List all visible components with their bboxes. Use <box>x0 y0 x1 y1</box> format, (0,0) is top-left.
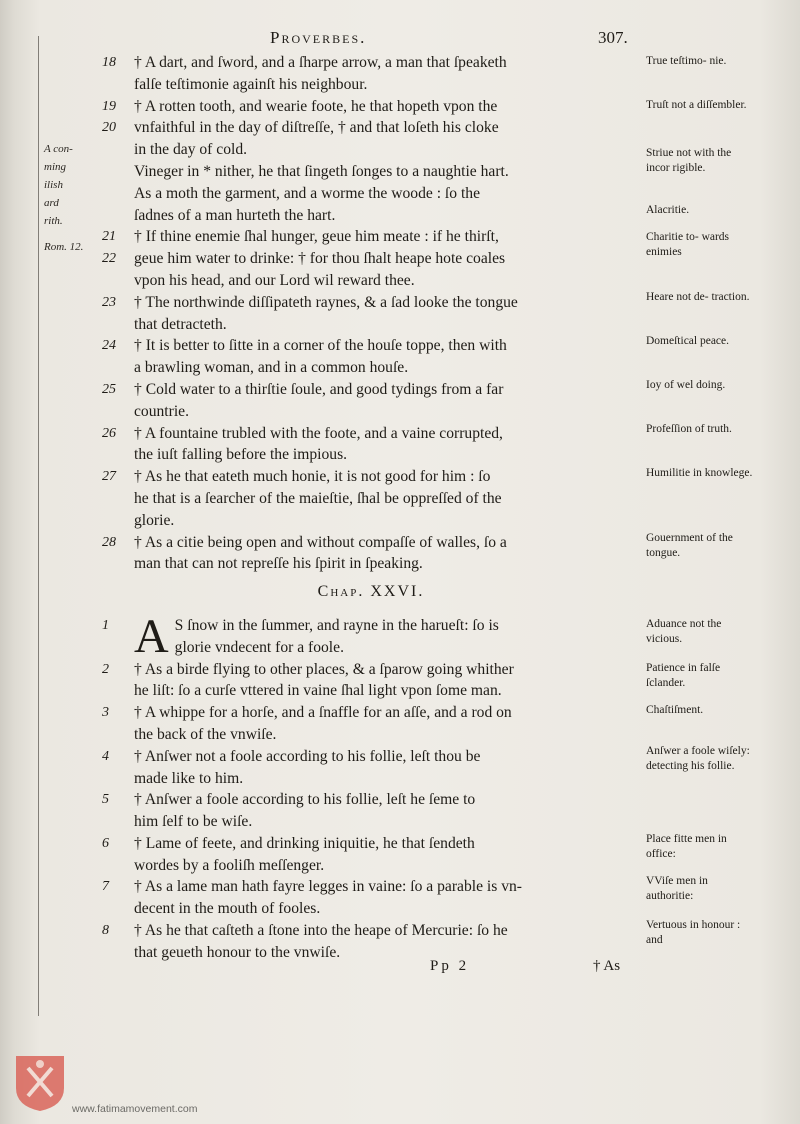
verse-number: 7 <box>102 879 109 895</box>
side-note: Anſwer a foole wiſely: detecting his follie. <box>646 745 750 772</box>
verse-line: † As a lame man hath fayre legges in vaine: ſo a parable is vn- <box>134 878 522 896</box>
verse-line: the back of the vnwiſe. <box>134 725 277 743</box>
verse-line: vpon his head, and our Lord wil reward thee. <box>134 271 415 289</box>
chapter-heading: Chap. XXVI. <box>317 583 425 601</box>
verse-line: ſadnes of a man hurteth the hart. <box>134 206 336 224</box>
verse-line: man that can not repreſſe his ſpirit in ſpeaking. <box>134 555 423 573</box>
verse-line: glorie vndecent for a foole. <box>174 638 344 656</box>
verse-line: that geueth honour to the vnwiſe. <box>134 943 341 961</box>
verse-line: † A fountaine trubled with the foote, and a vaine corrupted, <box>134 424 503 442</box>
side-note: Gouernment of the tongue. <box>646 532 733 559</box>
verse-number: 27 <box>102 469 116 485</box>
signature-mark: Pp 2 <box>430 958 470 974</box>
verse-line: † As he that caſteth a ſtone into the heape of Mercurie: ſo he <box>134 922 508 940</box>
verse-number: 1 <box>102 617 109 633</box>
verse <box>100 789 642 833</box>
left-margin-line: ard <box>44 197 59 209</box>
verse-line: him ſelf to be wiſe. <box>134 813 253 831</box>
verse-line: the iuſt falling before the impious. <box>134 446 348 464</box>
side-note: Domeſtical peace. <box>646 335 730 347</box>
verse-line: † Cold water to a thirſtie ſoule, and good tydings from a far <box>134 380 504 398</box>
verse <box>100 466 642 531</box>
crest-logo-icon <box>14 1054 66 1112</box>
verse-line: countrie. <box>134 402 189 420</box>
left-margin-line: ilish <box>44 179 63 191</box>
verse-number: 20 <box>102 120 116 136</box>
verse-number: 8 <box>102 923 109 939</box>
folio-number: 307. <box>598 28 628 47</box>
verse-line: † It is better to ſitte in a corner of the houſe toppe, then with <box>134 337 507 355</box>
verse <box>100 335 642 379</box>
side-note: Chaſtiſment. <box>646 704 704 716</box>
verse-number: 25 <box>102 381 116 397</box>
left-margin-line: Rom. 12. <box>44 241 84 253</box>
side-note: Vertuous in honour : and <box>646 919 741 946</box>
side-note: True teſtimo- nie. <box>646 55 727 67</box>
left-margin-line: rith. <box>44 215 63 227</box>
verse-line: † If thine enemie ſhal hunger, geue him meate : if he thirſt, <box>134 228 499 246</box>
verse-line: † Lame of feete, and drinking iniquitie, he that ſendeth <box>134 834 475 852</box>
verse <box>100 659 642 703</box>
verse-line: † Anſwer not a foole according to his follie, leſt thou be <box>134 747 481 765</box>
side-note: Place fitte men in office: <box>646 833 727 860</box>
verse-line: † A dart, and ſword, and a ſharpe arrow, a man that ſpeaketh <box>134 54 507 71</box>
verse <box>100 226 642 248</box>
drop-cap: A <box>134 609 169 663</box>
verse-line: glorie. <box>134 511 175 529</box>
verse <box>100 96 642 118</box>
verse-line: geue him water to drinke: † for thou ſhalt heape hote coales <box>134 250 506 268</box>
verse <box>100 117 642 226</box>
verse-number: 2 <box>102 661 109 677</box>
verse-number: 19 <box>102 98 116 114</box>
side-note: VViſe men in authoritie: <box>646 875 708 902</box>
verse-line: † Anſwer a foole according to his follie, leſt he ſeme to <box>134 791 476 809</box>
side-note: Ioy of wel doing. <box>646 379 726 391</box>
verse-line: that detracteth. <box>134 315 227 333</box>
side-note: Aduance not the vicious. <box>646 618 722 645</box>
page-header <box>0 28 800 52</box>
left-margin-notes <box>44 140 104 256</box>
footer-url: www.fatimamovement.com <box>72 1103 198 1115</box>
verse-number: 26 <box>102 425 116 441</box>
verse-number: 18 <box>102 55 116 70</box>
verse-line: made like to him. <box>134 769 244 787</box>
verse-number: 24 <box>102 338 116 354</box>
side-note: Striue not with the incor rigible. <box>646 147 732 174</box>
verse <box>100 379 642 423</box>
verse-number: 21 <box>102 229 116 245</box>
catchword: † As <box>593 958 621 974</box>
verse <box>100 609 642 663</box>
verse <box>100 833 642 877</box>
verse-number: 6 <box>102 835 109 851</box>
left-margin-line: A con- <box>44 143 73 155</box>
verse-line: falſe teſtimonie againſt his neighbour. <box>134 75 368 93</box>
main-text <box>100 52 642 964</box>
verse-line: he that is a ſearcher of the maieſtie, ſhal be oppreſſed of the <box>134 489 502 507</box>
verse-line: † A rotten tooth, and wearie foote, he that hopeth vpon the <box>134 97 498 115</box>
side-note: Truſt not a diſſembler. <box>646 99 747 111</box>
verse-line: in the day of cold. <box>134 141 248 159</box>
verse <box>100 920 642 964</box>
verse <box>100 248 642 292</box>
verse-line: † As he that eateth much honie, it is not good for him : ſo <box>134 468 491 486</box>
verse-line: S ſnow in the ſummer, and rayne in the harueſt: ſo is <box>174 616 499 634</box>
verse-line: † As a citie being open and without compaſſe of walles, ſo a <box>134 533 507 551</box>
left-margin-line: ming <box>44 161 66 173</box>
running-title: Proverbes. <box>270 28 367 47</box>
verse <box>100 702 642 746</box>
verse <box>100 292 642 336</box>
verse-line: † The northwinde diſſipateth raynes, & a ſad looke the tongue <box>134 293 518 311</box>
verse <box>100 746 642 790</box>
verse-line: † A whippe for a horſe, and a ſnaffle for an aſſe, and a rod on <box>134 704 512 722</box>
verse-line: he liſt: ſo a curſe vttered in vaine ſhal light vpon ſome man. <box>134 682 502 700</box>
side-note: Patience in falſe ſclander. <box>646 662 721 689</box>
side-note: Heare not de- traction. <box>646 291 750 303</box>
verse <box>100 423 642 467</box>
verse-line: As a moth the garment, and a worme the woode : ſo the <box>134 184 481 202</box>
verse-number: 22 <box>102 251 116 267</box>
verse-line: wordes by a fooliſh meſſenger. <box>134 856 325 874</box>
verse-line: Vineger in * nither, he that ſingeth ſonges to a naughtie hart. <box>134 162 509 180</box>
verse <box>100 532 642 576</box>
side-note: Charitie to- wards enimies <box>646 231 730 258</box>
verse-number: 23 <box>102 294 116 310</box>
verse-line: † As a birde flying to other places, & a ſparow going whither <box>134 660 514 678</box>
verse-line: a brawling woman, and in a common houſe. <box>134 359 409 377</box>
verse-line: vnfaithful in the day of diſtreſſe, † and that loſeth his cloke <box>134 119 499 137</box>
verse-line: decent in the mouth of fooles. <box>134 900 321 918</box>
verse-number: 4 <box>102 748 109 764</box>
verse-number: 5 <box>102 792 109 808</box>
side-note: Humilitie in knowlege. <box>646 467 753 479</box>
verse <box>100 52 642 96</box>
side-note: Alacritie. <box>646 204 690 216</box>
verse-number: 28 <box>102 534 116 550</box>
side-note: Profeſſion of truth. <box>646 423 732 435</box>
verse <box>100 876 642 920</box>
verse-number: 3 <box>102 705 109 721</box>
margin-rule <box>38 36 39 1016</box>
